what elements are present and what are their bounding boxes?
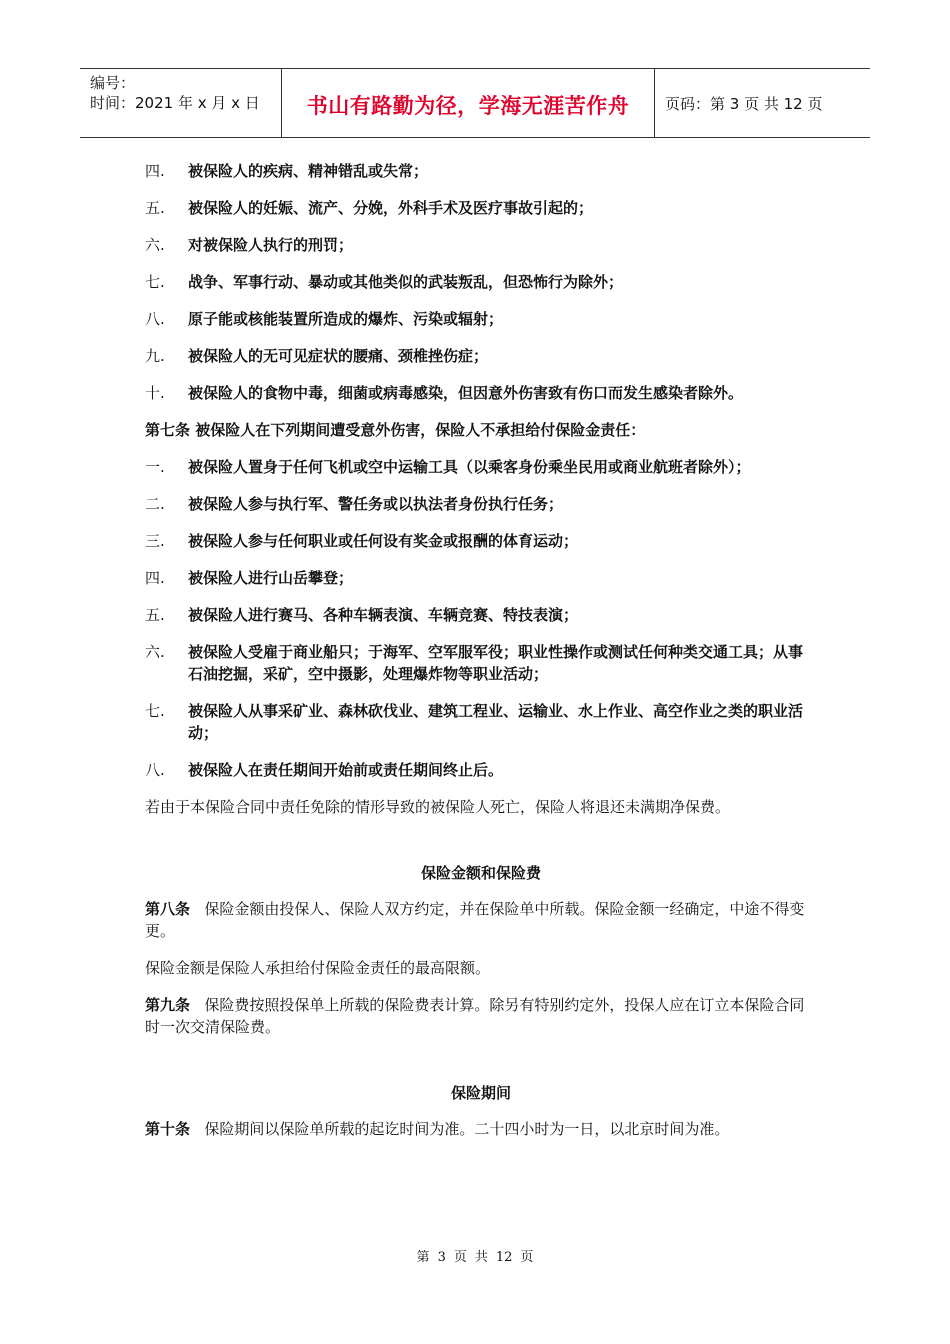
article-10-text: 保险期间以保险单所载的起讫时间为准。二十四小时为一日，以北京时间为准。: [204, 1120, 730, 1138]
footer-page-number: 3: [437, 1250, 446, 1265]
header-meta: [80, 69, 282, 137]
item-number: 一.: [145, 458, 165, 476]
article-10-label: 第十条: [145, 1120, 191, 1138]
list-item: [145, 493, 817, 515]
list-item: [145, 567, 817, 589]
refund-note: 若由于本保险合同中责任免除的情形导致的被保险人死亡，保险人将退还未满期净保费。: [145, 798, 731, 816]
item-text: 被保险人的疾病、精神错乱或失常；: [188, 162, 429, 180]
exclusion-list-a: [145, 160, 817, 404]
article-10: [145, 1118, 817, 1140]
list-item: [145, 271, 817, 293]
list-item: [145, 530, 817, 552]
item-text: 被保险人进行山岳攀登；: [188, 569, 354, 587]
article-8-text: 保险金额由投保人、保险人双方约定，并在保险单中所载。保险金额一经确定，中途不得变更。: [145, 900, 805, 940]
article-9-text: 保险费按照投保单上所载的保险费表计算。除另有特别约定外，投保人应在订立本保险合同时一次交清保险费。: [145, 996, 805, 1036]
item-number: 二.: [145, 495, 165, 513]
item-text: 被保险人的妊娠、流产、分娩，外科手术及医疗事故引起的；: [188, 199, 594, 217]
page-header: [80, 68, 870, 138]
doc-date-label: 时间：2021 年 x 月 x 日: [90, 94, 260, 112]
list-item: [145, 456, 817, 478]
item-number: 六.: [145, 236, 165, 254]
item-number: 八.: [145, 310, 165, 328]
item-text: 被保险人从事采矿业、森林砍伐业、建筑工程业、运输业、水上作业、高空作业之类的职业活动；: [188, 702, 804, 742]
article-9: [145, 994, 817, 1038]
header-motto: 书山有路勤为径，学海无涯苦作舟: [282, 69, 655, 137]
document-body: [145, 160, 817, 1155]
item-number: 八.: [145, 761, 165, 779]
list-item: [145, 604, 817, 626]
item-number: 四.: [145, 569, 165, 587]
item-text: 被保险人参与执行军、警任务或以执法者身份执行任务；: [188, 495, 564, 513]
section-title-amount: 保险金额和保险费: [420, 864, 541, 882]
item-number: 九.: [145, 347, 165, 365]
list-item: [145, 641, 817, 685]
list-item: [145, 160, 817, 182]
item-number: 五.: [145, 199, 165, 217]
item-text: 对被保险人执行的刑罚；: [188, 236, 354, 254]
item-number: 四.: [145, 162, 165, 180]
article-8-label: 第八条: [145, 900, 191, 918]
item-number: 七.: [145, 273, 165, 291]
item-text: 战争、军事行动、暴动或其他类似的武装叛乱，但恐怖行为除外；: [188, 273, 624, 291]
header-page-info: 页码：第 3 页 共 12 页: [665, 94, 823, 113]
item-number: 三.: [145, 532, 165, 550]
article-7-heading: 第七条 被保险人在下列期间遭受意外伤害，保险人不承担给付保险金责任：: [145, 421, 646, 439]
section-title-period: 保险期间: [450, 1084, 511, 1102]
list-item: [145, 345, 817, 367]
item-number: 六.: [145, 643, 165, 661]
item-text: 被保险人置身于任何飞机或空中运输工具（以乘客身份乘坐民用或商业航班者除外）；: [188, 458, 751, 476]
item-text: 被保险人受雇于商业船只；于海军、空军服军役；职业性操作或测试任何种类交通工具；从事石油挖掘，采矿，空中摄影，处理爆炸物等职业活动；: [188, 643, 804, 683]
list-item: [145, 759, 817, 781]
list-item: [145, 234, 817, 256]
amount-limit-text: 保险金额是保险人承担给付保险金责任的最高限额。: [145, 959, 491, 977]
item-number: 十.: [145, 384, 165, 402]
footer-word: 第: [416, 1250, 430, 1265]
list-item: [145, 700, 817, 744]
footer-word: 页: [453, 1250, 467, 1265]
item-number: 五.: [145, 606, 165, 624]
item-text: 原子能或核能装置所造成的爆炸、污染或辐射；: [188, 310, 504, 328]
article-8: [145, 898, 817, 942]
article-9-label: 第九条: [145, 996, 191, 1014]
list-item: [145, 382, 817, 404]
item-text: 被保险人的无可见症状的腰痛、颈椎挫伤症；: [188, 347, 489, 365]
item-text: 被保险人进行赛马、各种车辆表演、车辆竞赛、特技表演；: [188, 606, 579, 624]
item-text: 被保险人在责任期间开始前或责任期间终止后。: [188, 761, 504, 779]
item-text: 被保险人的食物中毒，细菌或病毒感染，但因意外伤害致有伤口而发生感染者除外。: [188, 384, 744, 402]
page-footer: [0, 1246, 950, 1265]
footer-total-pages: 12: [495, 1250, 513, 1265]
footer-word: 共: [474, 1250, 488, 1265]
list-item: [145, 308, 817, 330]
doc-number-label: 编号：: [90, 74, 136, 92]
exclusion-list-b: [145, 456, 817, 781]
item-text: 被保险人参与任何职业或任何设有奖金或报酬的体育运动；: [188, 532, 579, 550]
footer-word: 页: [520, 1250, 534, 1265]
item-number: 七.: [145, 702, 165, 720]
list-item: [145, 197, 817, 219]
